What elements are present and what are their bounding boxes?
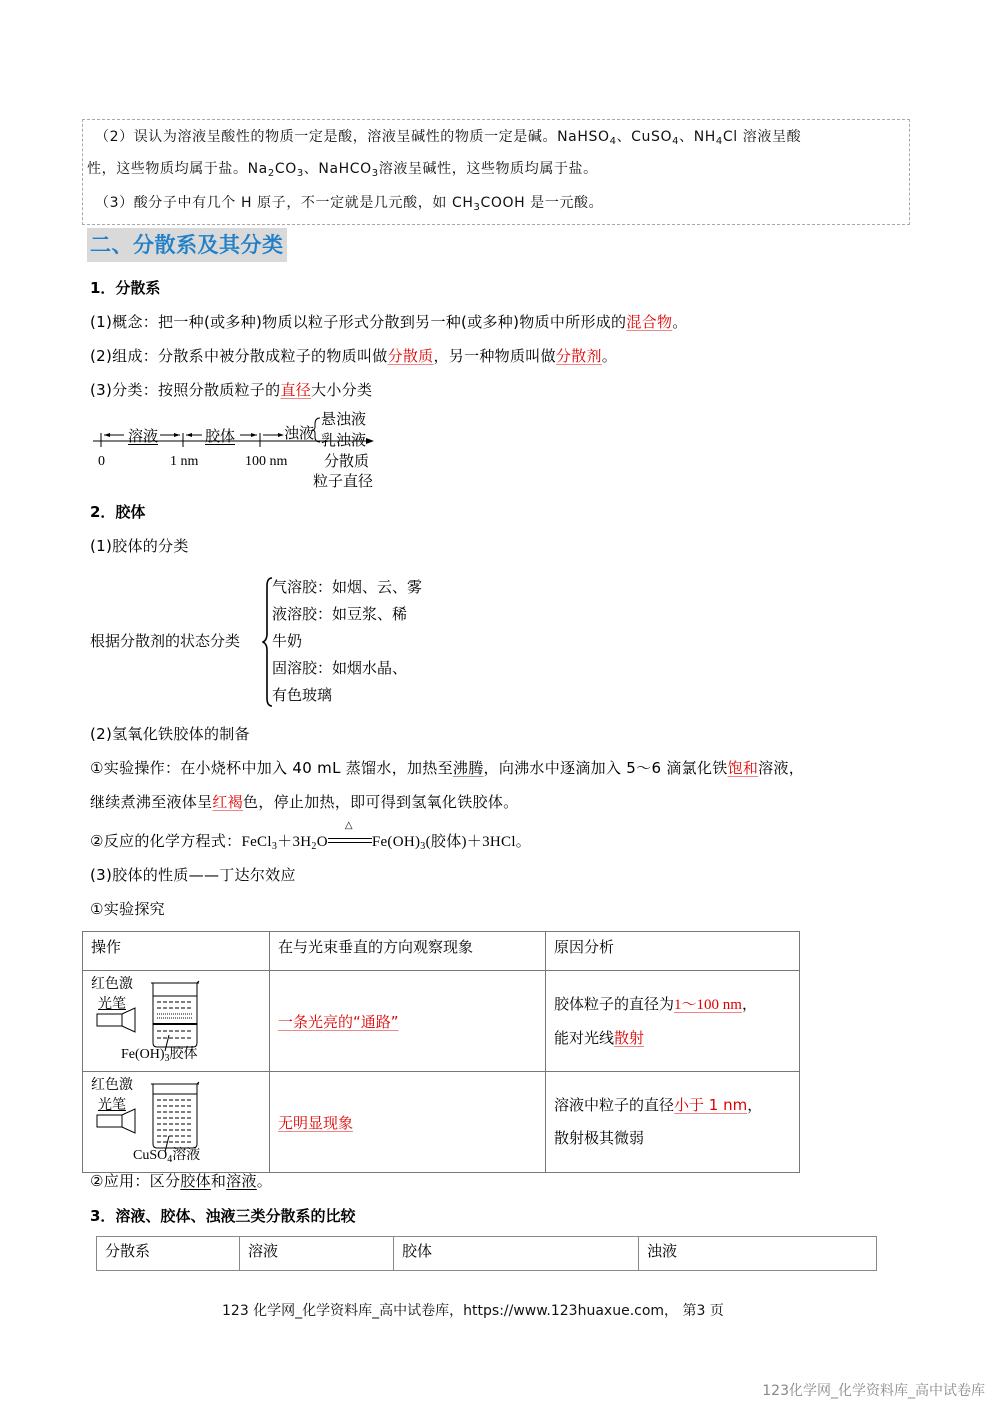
tyndall-table <box>82 931 800 1173</box>
tick-1nm: 1 nm <box>170 454 199 469</box>
axis-label-2: 粒子直径 <box>313 474 374 490</box>
cls-item-aerosol: 气溶胶：如烟、云、雾 <box>272 578 423 596</box>
heading-colloid: 2．胶体 <box>90 503 146 521</box>
th-colloid: 胶体 <box>394 1237 639 1271</box>
concept-paragraph: (1)概念：把一种(或多种)物质以粒子形式分散到另一种(或多种)物质中所形成的混合物。 <box>90 313 688 331</box>
heading-comparison: 3．溶液、胶体、浊液三类分散系的比较 <box>90 1207 356 1225</box>
cls-item-liquid-sol: 液溶胶：如豆浆、稀 <box>272 605 408 623</box>
phenomenon-cell: 一条光亮的“通路” <box>270 971 546 1072</box>
fig-cell: 红色激 光笔 $Fe(OH)_3$胶体 <box>83 971 270 1072</box>
reason-cell: 溶液中粒子的直径小于 1 nm， 散射极其微弱 <box>546 1072 800 1173</box>
properties-title: (3)胶体的性质——丁达尔效应 <box>90 866 296 884</box>
watermark: 123化学网_化学资料库_高中试卷库 <box>762 1383 985 1399</box>
table-row <box>83 971 800 1072</box>
heading-dispersion-system: 1．分散系 <box>90 279 161 297</box>
fig-label-cuso4: CuSO$_4$溶液 <box>133 1148 201 1165</box>
comparison-table <box>96 1236 877 1271</box>
operation-line-2: 继续煮沸至液体呈红褐色，停止加热，即可得到氢氧化铁胶体。 <box>90 793 519 811</box>
diagram-solution-label: 溶液 <box>128 429 159 445</box>
th-phenomenon: 在与光束垂直的方向观察现象 <box>270 932 546 971</box>
equation-line: ②反应的化学方程式：$FeCl_3+3H_2O$ △ $Fe(OH)_3$(胶体)＋3HCl。 <box>90 820 532 852</box>
diagram-suspension-label: 浊液 <box>284 426 315 442</box>
heat-equals-sign: △ <box>328 836 372 846</box>
tick-100nm: 100 nm <box>245 454 288 469</box>
application-line: ②应用：区分胶体和溶液。 <box>90 1172 273 1190</box>
preparation-title: (2)氢氧化铁胶体的制备 <box>90 725 250 743</box>
classification-paragraph: (3)分类：按照分散质粒子的直径大小分类 <box>90 381 373 399</box>
composition-paragraph: (2)组成：分散系中被分散成粒子的物质叫做分散质，另一种物质叫做分散剂。 <box>90 347 618 365</box>
tick-0: 0 <box>98 454 105 469</box>
diagram-suspension-sub1: 悬浊液 <box>321 412 367 428</box>
fig-label-fe-oh3: $Fe(OH)_3$胶体 <box>121 1047 198 1064</box>
experiment-title: ①实验探究 <box>90 900 165 918</box>
section-title: 二、分散系及其分类 <box>87 228 287 262</box>
reason-cell: 胶体粒子的直径为1～100 nm， 能对光线散射 <box>546 971 800 1072</box>
page-footer: 123 化学网_化学资料库_高中试卷库，https://www.123huaxue.com， 第3 页 <box>222 1303 724 1319</box>
phenomenon-cell: 无明显现象 <box>270 1072 546 1173</box>
cls-item-solid-sol-cont: 有色玻璃 <box>272 686 333 704</box>
th-solution: 溶液 <box>240 1237 394 1271</box>
th-operation: 操作 <box>83 932 270 971</box>
diagram-suspension-sub2: 乳浊液 <box>321 433 367 449</box>
note-box <box>82 119 910 225</box>
particle-size-diagram <box>88 410 388 490</box>
th-reason: 原因分析 <box>546 932 800 971</box>
cls-item-liquid-sol-cont: 牛奶 <box>272 632 303 650</box>
classification-basis: 根据分散剂的状态分类 <box>90 632 241 650</box>
axis-label-1: 分散质 <box>324 454 370 470</box>
cls-item-solid-sol: 固溶胶：如烟水晶、 <box>272 659 408 677</box>
table-row <box>83 1072 800 1173</box>
diagram-colloid-label: 胶体 <box>205 429 236 445</box>
note-line-2b: 性，这些物质均属于盐。$Na_2CO_3$、NaHCO$_3$溶液呈碱性，这些物质均属于盐。 <box>87 161 598 179</box>
colloid-classification-title: (1)胶体的分类 <box>90 537 189 555</box>
th-suspension: 浊液 <box>639 1237 877 1271</box>
fig-cell: 红色激 光笔 CuSO$_4$溶液 <box>83 1072 270 1173</box>
note-line-2: （2）误认为溶液呈酸性的物质一定是酸，溶液呈碱性的物质一定是碱。NaHSO$_4$、CuSO$_4$、$NH_4Cl$ 溶液呈酸 <box>95 129 802 147</box>
note-line-3: （3）酸分子中有几个 H 原子，不一定就是几元酸，如 $CH_3COOH$ 是一元酸。 <box>95 195 604 213</box>
th-dispersion-system: 分散系 <box>97 1237 240 1271</box>
operation-line-1: ①实验操作：在小烧杯中加入 40 mL 蒸馏水，加热至沸腾，向沸水中逐滴加入 5～6 滴氯化铁饱和溶液， <box>90 759 805 777</box>
